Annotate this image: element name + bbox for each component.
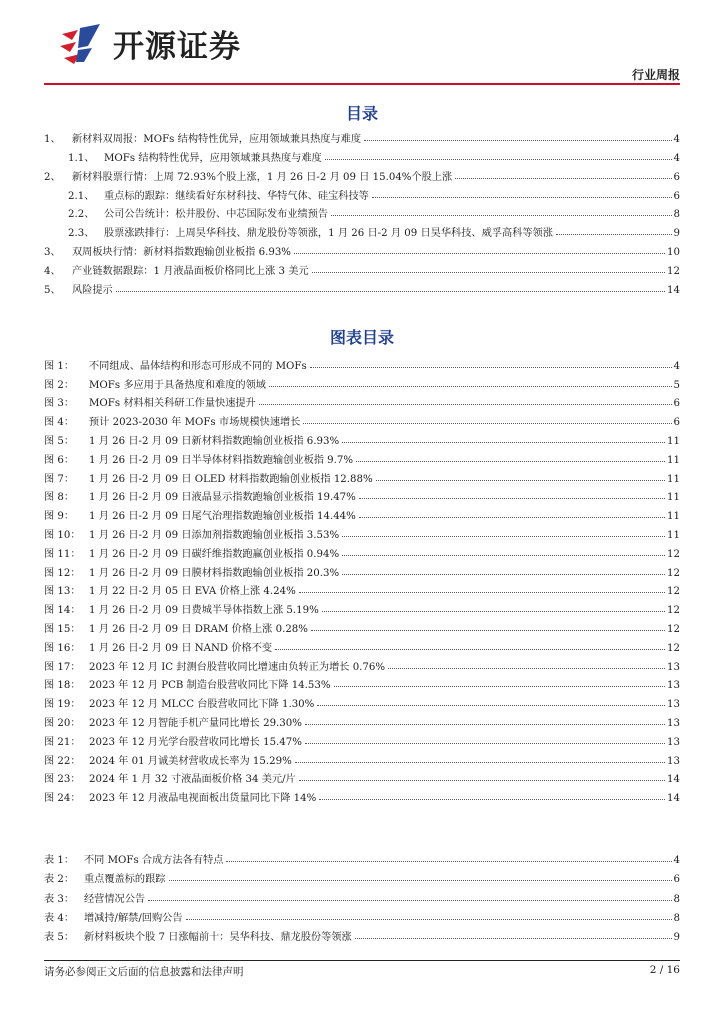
entry-page-number: 12 [667, 605, 680, 617]
entry-title: 1 月 26 日-2 月 09 日半导体材料指数跑输创业板指 9.7% [89, 454, 354, 466]
entry-number: 表 4： [44, 912, 75, 924]
entry-title: 经营情况公告 [84, 893, 146, 905]
figure-entry[interactable] [44, 391, 680, 410]
dot-leader [359, 517, 665, 518]
entry-number: 图 18： [44, 680, 81, 692]
entry-number: 表 5： [44, 931, 75, 943]
entry-title: 1 月 26 日-2 月 09 日膜材料指数跑输创业板指 20.3% [89, 567, 340, 579]
entry-number: 2.1、 [68, 190, 95, 202]
dot-leader [259, 404, 672, 405]
entry-page-number: 6 [673, 417, 680, 429]
entry-number: 图 13： [44, 586, 81, 598]
dot-leader [331, 215, 671, 216]
entry-number: 图 17： [44, 661, 81, 673]
dot-leader [342, 536, 665, 537]
entry-number: 图 2： [44, 379, 75, 391]
entry-number: 5、 [44, 285, 61, 297]
dot-leader [317, 705, 665, 706]
figure-entry[interactable] [44, 541, 680, 560]
entry-number: 图 7： [44, 473, 75, 485]
entry-title: 2023 年 12 月光学台股营收同比增长 15.47% [89, 736, 302, 748]
dot-leader [388, 668, 665, 669]
dot-leader [305, 724, 665, 725]
page-header [0, 0, 724, 95]
report-type-label: 行业周报 [631, 68, 680, 82]
entry-page-number: 9 [673, 931, 680, 943]
entry-page-number: 13 [667, 736, 680, 748]
entry-number: 图 14： [44, 605, 81, 617]
figure-entry[interactable] [44, 785, 680, 804]
entry-page-number: 13 [667, 680, 680, 692]
dot-leader [372, 197, 672, 198]
entry-page-number: 11 [667, 511, 680, 523]
dot-leader [305, 743, 665, 744]
dot-leader [303, 423, 671, 424]
entry-page-number: 6 [673, 398, 680, 410]
entry-title: 2023 年 12 月智能手机产量同比增长 29.30% [89, 717, 302, 729]
entry-number: 图 10： [44, 529, 81, 541]
entry-page-number: 11 [667, 473, 680, 485]
table-entry[interactable] [44, 866, 680, 885]
entry-title: 1 月 26 日-2 月 09 日费城半导体指数上涨 5.19% [89, 605, 319, 617]
entry-title: 1 月 26 日-2 月 09 日碳纤维指数跑赢创业板指 0.94% [89, 548, 340, 560]
entry-number: 3、 [44, 247, 61, 259]
entry-page-number: 13 [667, 661, 680, 673]
figure-entry[interactable] [44, 654, 680, 673]
entry-number: 图 3： [44, 398, 75, 410]
figure-entry[interactable] [44, 409, 680, 428]
dot-leader [356, 461, 665, 462]
entry-number: 图 9： [44, 511, 75, 523]
figure-entry[interactable] [44, 560, 680, 579]
figure-entry[interactable] [44, 710, 680, 729]
entry-number: 图 8： [44, 492, 75, 504]
figure-entry[interactable] [44, 485, 680, 504]
figure-entry[interactable] [44, 503, 680, 522]
dot-leader [275, 649, 665, 650]
entry-title: 1 月 26 日-2 月 09 日添加剂指数跑输创业板指 3.53% [89, 529, 340, 541]
entry-title: 2024 年 1 月 32 寸液晶面板价格 34 美元/片 [89, 774, 296, 786]
entry-number: 图 1： [44, 360, 75, 372]
entry-number: 图 20： [44, 717, 81, 729]
toc-entry[interactable] [44, 164, 680, 183]
entry-number: 图 24： [44, 793, 81, 805]
dot-leader [376, 480, 665, 481]
figure-entry[interactable] [44, 522, 680, 541]
entry-title: 1 月 22 日-2 月 05 日 EVA 价格上涨 4.24% [89, 586, 296, 598]
entry-page-number: 5 [673, 379, 680, 391]
entry-title: 风险提示 [72, 285, 113, 297]
entry-title: 1 月 26 日-2 月 09 日液晶显示指数跑输创业板指 19.47% [89, 492, 356, 504]
entry-number: 1、 [44, 133, 61, 145]
dot-leader [312, 272, 665, 273]
dot-leader [295, 762, 665, 763]
entry-page-number: 8 [673, 209, 680, 221]
dot-leader [319, 799, 665, 800]
page-number: 2 / 16 [649, 964, 680, 976]
entry-number: 图 4： [44, 417, 75, 429]
entry-number: 图 12： [44, 567, 81, 579]
entry-page-number: 14 [667, 285, 680, 297]
entry-page-number: 14 [667, 793, 680, 805]
dot-leader [294, 253, 665, 254]
dot-leader [359, 498, 665, 499]
entry-page-number: 6 [673, 874, 680, 886]
entry-title: 2023 年 12 月 MLCC 台股营收同比下降 1.30% [89, 699, 315, 711]
dot-leader [455, 178, 671, 179]
entry-number: 表 2： [44, 874, 75, 886]
entry-title: 预计 2023-2030 年 MOFs 市场规模快速增长 [89, 417, 301, 429]
entry-page-number: 12 [667, 266, 680, 278]
dot-leader [355, 938, 672, 939]
entry-page-number: 6 [673, 171, 680, 183]
toc-entry[interactable] [44, 239, 680, 258]
entry-title: 1 月 26 日-2 月 09 日尾气治理指数跑输创业板指 14.44% [89, 511, 356, 523]
dot-leader [342, 574, 665, 575]
entry-page-number: 11 [667, 492, 680, 504]
entry-number: 4、 [44, 266, 61, 278]
toc-entry[interactable] [44, 126, 680, 145]
dot-leader [311, 630, 665, 631]
entry-title: 2023 年 12 月液晶电视面板出货量同比下降 14% [89, 793, 317, 805]
entry-page-number: 8 [673, 912, 680, 924]
entry-title: 公司公告统计：松井股份、中芯国际发布业绩预告 [104, 209, 329, 221]
entry-number: 图 15： [44, 623, 81, 635]
figure-entry[interactable] [44, 372, 680, 391]
entry-title: 新材料板块个股 7 日涨幅前十：昊华科技、鼎龙股份等领涨 [84, 931, 352, 943]
entry-number: 图 6： [44, 454, 75, 466]
entry-number: 1.1、 [68, 152, 95, 164]
dot-leader [148, 900, 671, 901]
dot-leader [269, 386, 672, 387]
entry-title: 1 月 26 日-2 月 09 日 OLED 材料指数跑输创业板指 12.88% [89, 473, 373, 485]
table-entry[interactable] [44, 924, 680, 943]
entry-page-number: 11 [667, 435, 680, 447]
entry-title: MOFs 多应用于具备热度和难度的领域 [89, 379, 266, 391]
company-logo-icon [58, 22, 106, 64]
figures-toc-title: 图表目录 [329, 328, 394, 347]
dot-leader [342, 555, 665, 556]
entry-number: 图 5： [44, 435, 75, 447]
figure-entry[interactable] [44, 748, 680, 767]
figure-entry[interactable] [44, 447, 680, 466]
entry-title: MOFs 结构特性优异，应用领域兼具热度与难度 [104, 152, 322, 164]
entry-number: 图 19： [44, 699, 81, 711]
entry-page-number: 12 [667, 642, 680, 654]
dot-leader [364, 140, 672, 141]
figure-entry[interactable] [44, 428, 680, 447]
entry-page-number: 10 [667, 247, 680, 259]
toc-entry[interactable] [44, 220, 680, 239]
figure-entry[interactable] [44, 635, 680, 654]
entry-page-number: 4 [673, 360, 680, 372]
entry-title: 重点覆盖标的跟踪 [84, 874, 166, 886]
dot-leader [322, 611, 665, 612]
entry-page-number: 13 [667, 755, 680, 767]
figure-entry[interactable] [44, 767, 680, 786]
figure-entry[interactable] [44, 466, 680, 485]
figure-entry[interactable] [44, 353, 680, 372]
entry-title: MOFs 材料相关科研工作量快速提升 [89, 398, 256, 410]
entry-title: 增减持/解禁/回购公告 [84, 912, 183, 924]
toc-entry[interactable] [44, 258, 680, 277]
entry-page-number: 13 [667, 699, 680, 711]
entry-page-number: 4 [673, 133, 680, 145]
figure-entry[interactable] [44, 597, 680, 616]
entry-page-number: 12 [667, 548, 680, 560]
entry-number: 表 3： [44, 893, 75, 905]
entry-title: 2023 年 12 月 PCB 制造台股营收同比下降 14.53% [89, 680, 331, 692]
entry-title: 2024 年 01 月诚美材营收成长率为 15.29% [89, 755, 292, 767]
entry-number: 2.2、 [68, 209, 95, 221]
entry-page-number: 4 [673, 152, 680, 164]
figure-entry[interactable] [44, 691, 680, 710]
entry-number: 图 11： [44, 548, 81, 560]
dot-leader [342, 442, 665, 443]
toc-entry[interactable] [44, 145, 680, 164]
entry-page-number: 6 [673, 190, 680, 202]
entry-title: 重点标的跟踪：继续看好东材科技、华特气体、硅宝科技等 [104, 190, 369, 202]
entry-number: 图 16： [44, 642, 81, 654]
entry-number: 图 23： [44, 774, 81, 786]
dot-leader [299, 780, 665, 781]
entry-title: 不同 MOFs 合成方法各有特点 [84, 855, 224, 867]
entry-page-number: 12 [667, 623, 680, 635]
figure-entry[interactable] [44, 673, 680, 692]
entry-title: 1 月 26 日-2 月 09 日新材料指数跑输创业板指 6.93% [89, 435, 340, 447]
entry-title: 股票涨跌排行：上周昊华科技、鼎龙股份等领涨，1 月 26 日-2 月 09 日昊华科技、威孚高科等领涨 [104, 228, 553, 240]
dot-leader [334, 686, 665, 687]
toc-entry[interactable] [44, 183, 680, 202]
figure-entry[interactable] [44, 729, 680, 748]
table-entry[interactable] [44, 905, 680, 924]
table-entry[interactable] [44, 885, 680, 904]
entry-title: 1 月 26 日-2 月 09 日 DRAM 价格上涨 0.28% [89, 623, 308, 635]
entry-page-number: 12 [667, 567, 680, 579]
figure-entry[interactable] [44, 579, 680, 598]
figure-entry[interactable] [44, 616, 680, 635]
entry-number: 2、 [44, 171, 61, 183]
entry-title: 2023 年 12 月 IC 封测台股营收同比增速由负转正为增长 0.76% [89, 661, 386, 673]
tables-list [44, 847, 680, 943]
dot-leader [556, 234, 672, 235]
entry-page-number: 11 [667, 454, 680, 466]
header-divider [44, 83, 680, 85]
entry-number: 2.3、 [68, 228, 95, 240]
company-name: 开源证券 [113, 29, 241, 65]
table-entry[interactable] [44, 847, 680, 866]
toc-title: 目录 [345, 104, 378, 123]
entry-page-number: 11 [667, 529, 680, 541]
entry-title: 新材料股票行情：上周 72.93%个股上涨，1 月 26 日-2 月 09 日 15.04%个股上涨 [72, 171, 453, 183]
toc-list [44, 126, 680, 296]
entry-page-number: 13 [667, 717, 680, 729]
entry-page-number: 8 [673, 893, 680, 905]
footer-disclaimer: 请务必参阅正文后面的信息披露和法律声明 [44, 966, 244, 978]
dot-leader [299, 592, 665, 593]
entry-page-number: 4 [673, 855, 680, 867]
footer-divider [44, 960, 680, 961]
entry-title: 产业链数据跟踪：1 月液晶面板价格同比上涨 3 美元 [72, 266, 309, 278]
toc-entry[interactable] [44, 202, 680, 221]
dot-leader [186, 919, 672, 920]
entry-number: 图 21： [44, 736, 81, 748]
entry-number: 表 1： [44, 855, 75, 867]
entry-page-number: 14 [667, 774, 680, 786]
dot-leader [310, 367, 672, 368]
figures-list [44, 353, 680, 804]
entry-title: 双周板块行情：新材料指数跑输创业板指 6.93% [72, 247, 291, 259]
dot-leader [325, 159, 672, 160]
dot-leader [116, 291, 665, 292]
dot-leader [169, 880, 672, 881]
entry-page-number: 9 [673, 228, 680, 240]
entry-number: 图 22： [44, 755, 81, 767]
entry-title: 新材料双周报：MOFs 结构特性优异，应用领域兼具热度与难度 [72, 133, 362, 145]
dot-leader [226, 861, 671, 862]
entry-title: 不同组成、晶体结构和形态可形成不同的 MOFs [89, 360, 307, 372]
entry-page-number: 12 [667, 586, 680, 598]
entry-title: 1 月 26 日-2 月 09 日 NAND 价格不变 [89, 642, 273, 654]
toc-entry[interactable] [44, 277, 680, 296]
